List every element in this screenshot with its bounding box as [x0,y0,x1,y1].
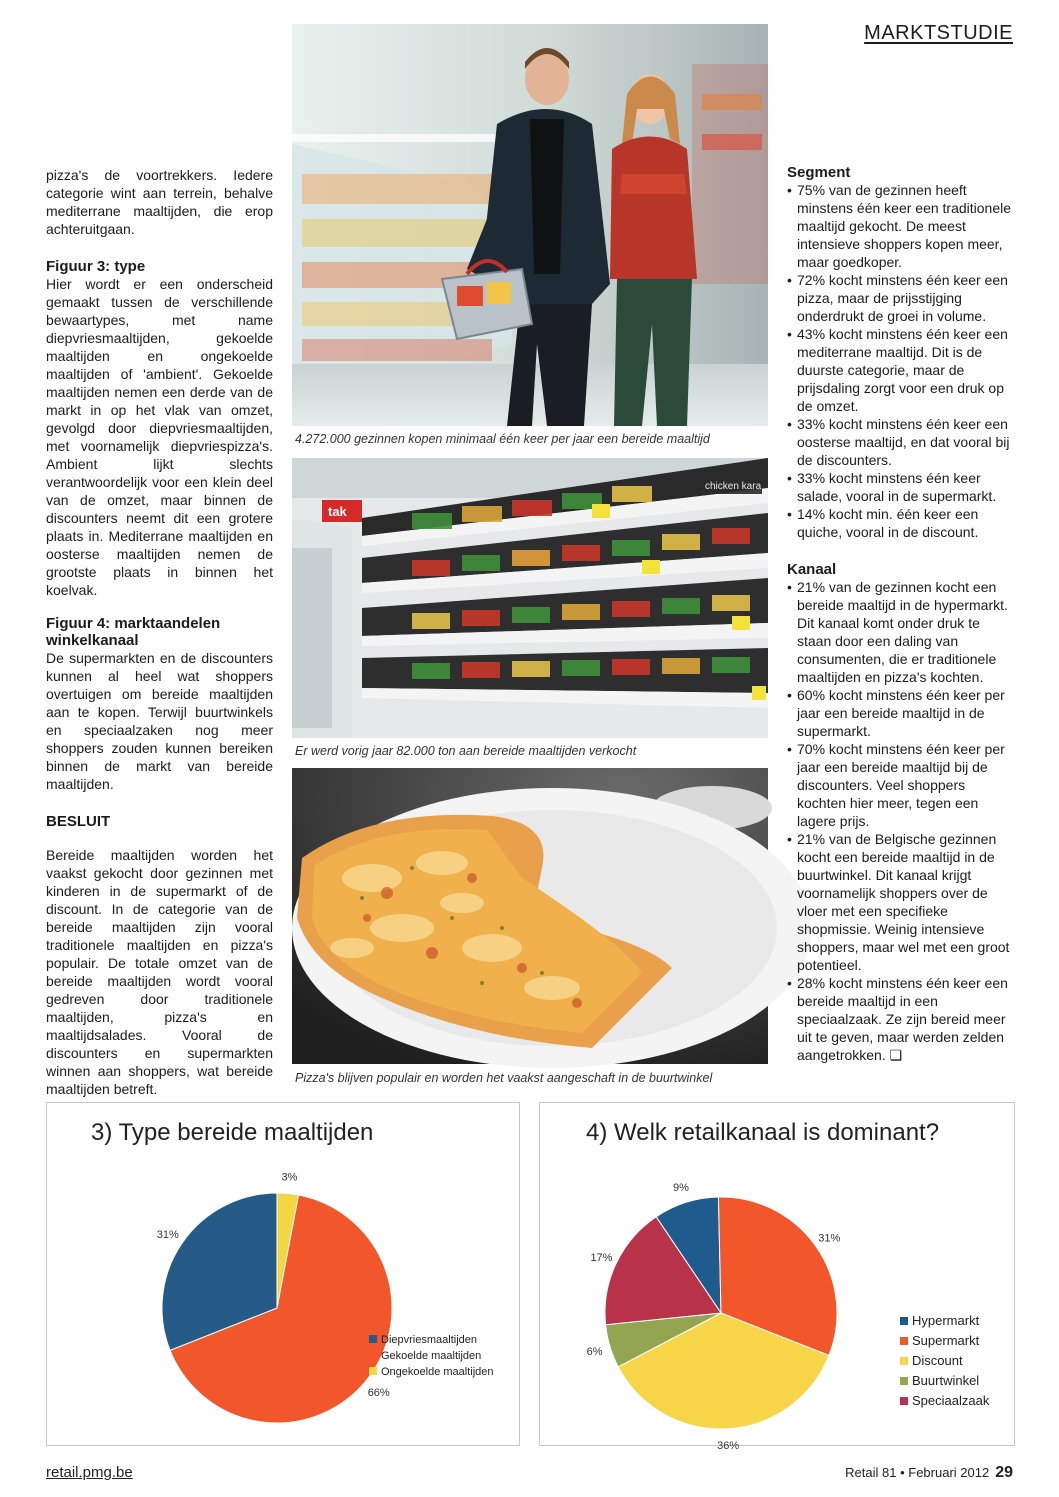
legend-label: Speciaalzaak [912,1393,990,1408]
chart-channel-title: 4) Welk retailkanaal is dominant? [586,1119,940,1146]
legend-label: Buurtwinkel [912,1373,980,1388]
right-text-column [787,164,1013,1064]
figure3-heading: Figuur 3: type [46,258,146,275]
conclusion-paragraph: Bereide maaltijden worden het vaakst gekocht door gezinnen met kinderen in de supermarkt of de discount. In de categorie van de bereide maaltijden zijn vooral traditionele maaltijden en pizza's populair. De totale omzet van de bereide maaltijden wordt vooral gedreven door traditionele maaltijden, pizza's en maaltijdsalades. Vooral de discounters en supermarkten winnen aan shoppers, wat bereide maaltijden betreft. [46,847,273,1097]
photo-caption-3: Pizza's blijven populair en worden het vaakst aangeschaft in de buurtwinkel [295,1071,713,1085]
legend-swatch [900,1397,908,1405]
left-text-column [46,166,273,1098]
legend-swatch [900,1377,908,1385]
shelf-sign-text: tak [328,504,347,519]
shelves-illustration [292,458,768,738]
pie-data-label: 17% [590,1252,613,1265]
pizza-photo [292,768,768,1064]
figure4-heading: Figuur 4: marktaandelen winkelkanaal [46,615,221,649]
chart-type-box [46,1102,520,1446]
shoppers-illustration [292,24,768,426]
legend-swatch [369,1367,377,1375]
pie-data-label: 6% [586,1345,603,1358]
legend-label: Ongekoelde maaltijden [381,1366,494,1378]
legend-label: Hypermarkt [912,1313,980,1328]
legend-swatch [369,1335,377,1343]
pie-data-label: 3% [281,1171,298,1184]
shelves-photo [292,458,768,738]
legend-label: Diepvriesmaaltijden [381,1334,477,1346]
legend-label: Discount [912,1353,963,1368]
pie-data-label: 36% [717,1439,740,1452]
chart-type-title: 3) Type bereide maaltijden [91,1119,374,1146]
pie-data-label: 31% [156,1228,179,1241]
kanaal-item: • 70% kocht minstens één keer per jaar een bereide maaltijd bij de discounters. Veel shoppers kochten hier meer, tegen een lagere prijs. [787,740,1013,830]
pizza-illustration [292,768,768,1064]
chart-type-pie [47,1103,519,1445]
segment-list [787,181,1013,541]
segment-item: • 14% kocht min. één keer een quiche, vooral in de discount. [787,505,1013,541]
shoppers-photo [292,24,768,426]
segment-heading: Segment [787,164,851,181]
segment-item: • 75% van de gezinnen heeft minstens één keer een traditionele maaltijd gekocht. De meest intensieve shoppers kopen meer, maar goedkoper. [787,181,1013,271]
figure3-paragraph: Hier wordt er een onderscheid gemaakt tussen de verschillende bewaartypes, met name diepvriesmaaltijden, gekoelde maaltijden en ongekoelde maaltijden of 'ambient'. Gekoelde maaltijden nemen een derde van de markt in op het vlak van omzet, gevolgd door diepvriesmaaltijden, met voornamelijk diepvriespizza's. Ambient lijkt slechts verantwoordelijk voor een klein deel van de omzet, maar binnen de discounters neemt dit een grotere plaats in. Mediterrane maaltijden en oosterse maaltijden nemen de grootste plaats in binnen het koelvak. [46,276,273,598]
legend-label: Gekoelde maaltijden [381,1350,482,1362]
photo-caption-1: 4.272.000 gezinnen kopen minimaal één keer per jaar een bereide maaltijd [295,432,710,446]
page-number: 29 [995,1464,1013,1481]
footer-website-link[interactable]: retail.pmg.be [46,1464,133,1481]
kanaal-heading: Kanaal [787,561,837,578]
legend-swatch [900,1357,908,1365]
pie-data-label: 9% [673,1182,689,1195]
footer-issue-text: Retail 81 • Februari 2012 [845,1465,990,1480]
intro-paragraph: pizza's de voortrekkers. Iedere categorie wint aan terrein, behalve mediterrane maaltijden, die erop achteruitgaan. [46,167,273,237]
section-label: MARKTSTUDIE [864,22,1013,44]
segment-item: • 72% kocht minstens één keer een pizza, maar de prijsstijging onderdrukt de groei in volume. [787,271,1013,325]
segment-item: • 33% kocht minstens één keer salade, vooral in de supermarkt. [787,469,1013,505]
package-label-text: chicken kara [705,481,762,492]
conclusion-heading: BESLUIT [46,813,111,830]
pie-data-label: 66% [367,1387,390,1400]
kanaal-item: • 28% kocht minstens één keer een bereide maaltijd in een speciaalzaak. Ze zijn bereid meer uit te geven, maar werden zelden aangetrokken. ❏ [787,974,1013,1064]
pie-data-label: 31% [818,1232,841,1245]
chart-channel-pie [540,1103,1014,1452]
kanaal-item: • 60% kocht minstens één keer per jaar een bereide maaltijd in de supermarkt. [787,686,1013,740]
footer-issue [845,1464,1013,1482]
segment-item: • 43% kocht minstens één keer een mediterrane maaltijd. Dit is de duurste categorie, maar de prijsdaling zorgt voor een druk op de omzet. [787,325,1013,415]
legend-swatch [900,1337,908,1345]
legend-swatch [900,1317,908,1325]
figure4-paragraph: De supermarkten en de discounters kunnen al heel wat shoppers overtuigen om bereide maaltijden aan te kopen. Terwijl buurtwinkels en speciaalzaken nog meer shoppers zouden kunnen bereiken binnen de markt van bereide maaltijden. [46,650,273,792]
kanaal-item: • 21% van de Belgische gezinnen kocht een bereide maaltijd in de buurtwinkel. Dit kanaal krijgt voornamelijk shoppers over de vloer met een specifieke shopmissie. Weinig intensieve shoppers, maar wel met een groot potentieel. [787,830,1013,974]
legend-swatch [369,1351,377,1359]
segment-item: • 33% kocht minstens één keer een oosterse maaltijd, en dat vooral bij de discounters. [787,415,1013,469]
kanaal-list [787,578,1013,1064]
kanaal-item: • 21% van de gezinnen kocht een bereide maaltijd in de hypermarkt. Dit kanaal komt onder druk te staan door een daling van consumenten, die er traditionele maaltijden en pizza's kochten. [787,578,1013,686]
chart-channel-box [539,1102,1015,1452]
photo-caption-2: Er werd vorig jaar 82.000 ton aan bereide maaltijden verkocht [295,744,637,758]
legend-label: Supermarkt [912,1333,980,1348]
